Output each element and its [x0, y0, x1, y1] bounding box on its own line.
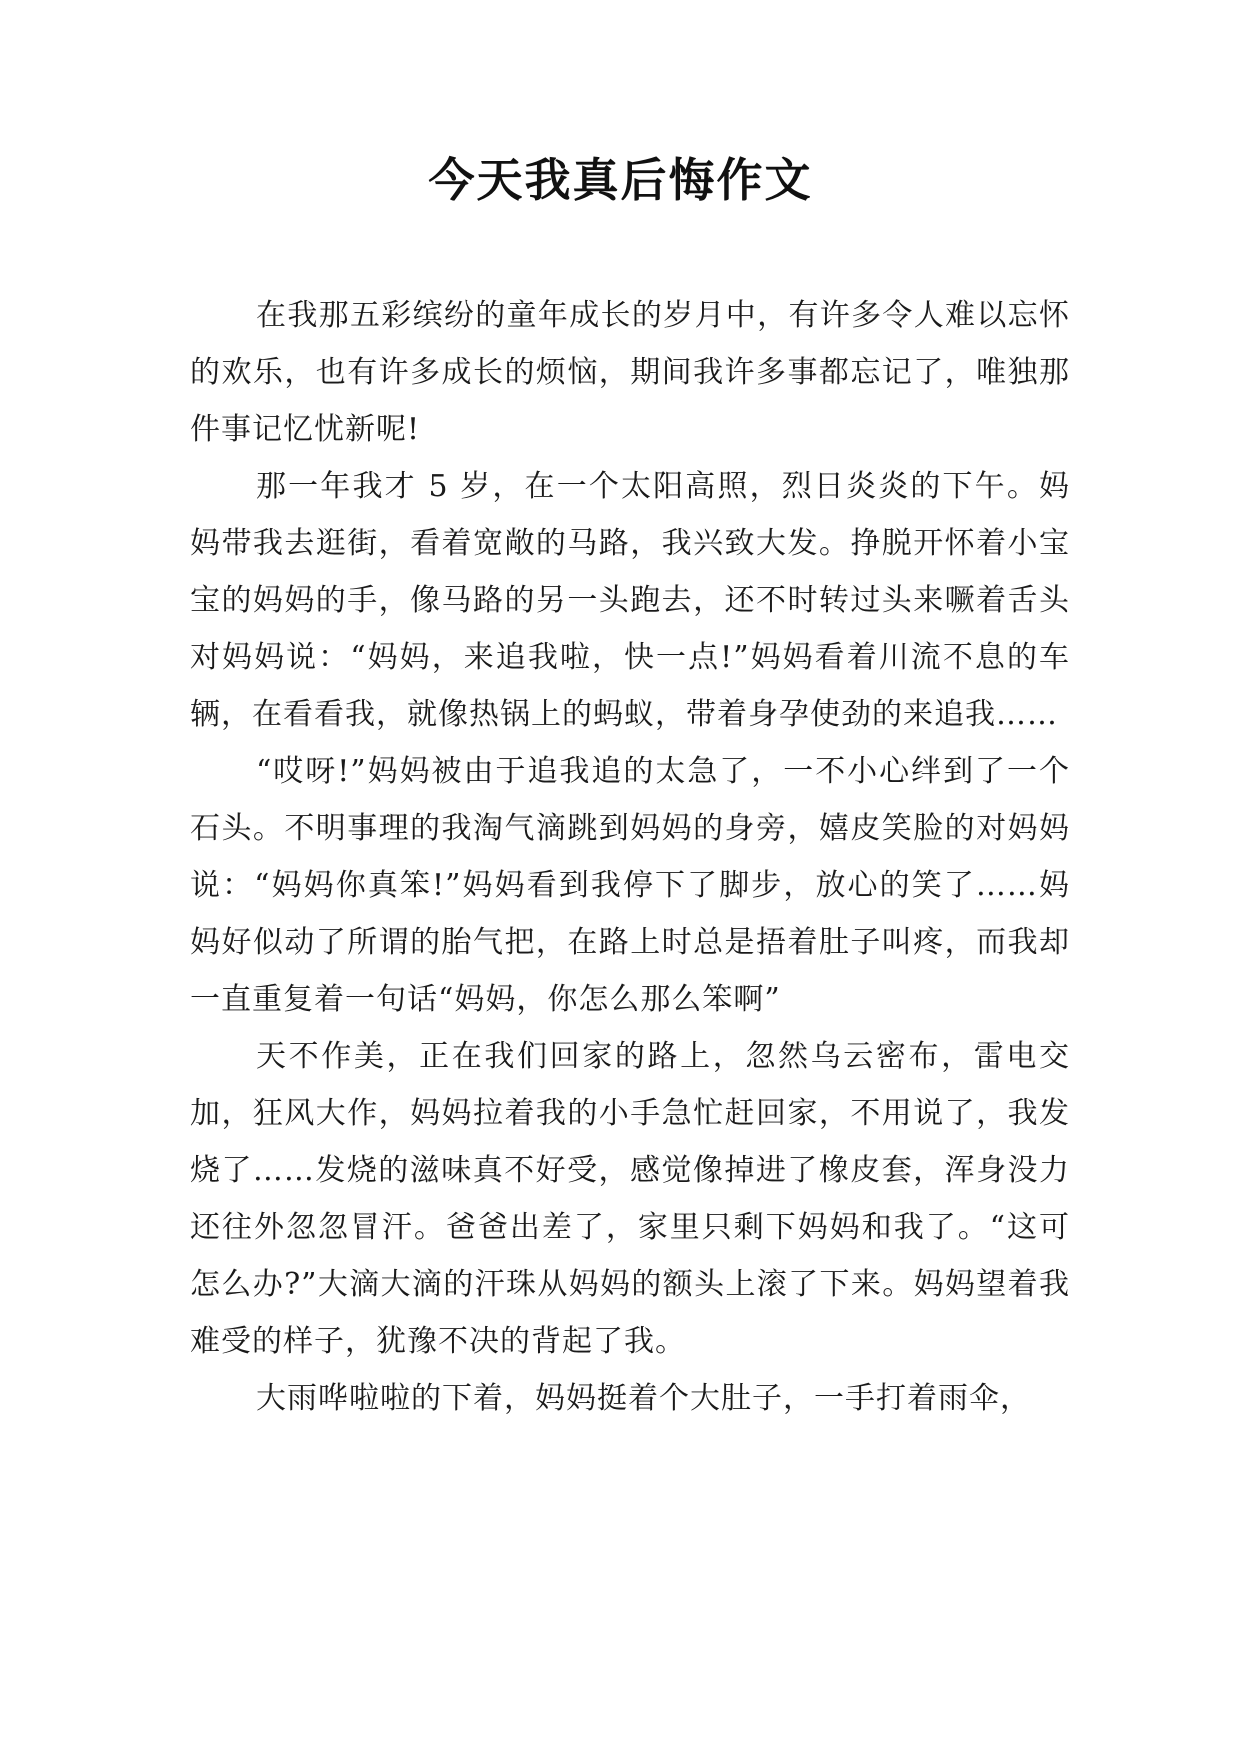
paragraph-5: 大雨哗啦啦的下着，妈妈挺着个大肚子，一手打着雨伞，: [256, 1381, 1031, 1416]
paragraph-3: “哎呀!”妈妈被由于追我追的太急了，一不小心绊到了一个石头。不明事理的我淘气滴跳到妈妈的身旁，嬉皮笑脸的对妈妈说：“妈妈你真笨!”妈妈看到我停下了脚步，放心的笑了……妈妈好似动了所谓的胎气把，在路上时总是捂着肚子叫疼，而我却一直重复着一句话“妈妈，你怎么那么笨啊”: [190, 754, 1070, 1017]
document-body: [190, 287, 1070, 1427]
paragraph-1: 在我那五彩缤纷的童年成长的岁月中，有许多令人难以忘怀的欢乐，也有许多成长的烦恼，期间我许多事都忘记了，唯独那件事记忆忧新呢!: [190, 298, 1070, 447]
document-title: 今天我真后悔作文: [428, 153, 813, 207]
paragraph-4: 天不作美，正在我们回家的路上，忽然乌云密布，雷电交加，狂风大作，妈妈拉着我的小手急忙赶回家，不用说了，我发烧了……发烧的滋味真不好受，感觉像掉进了橡皮套，浑身没力还往外忽忽冒汗。爸爸出差了，家里只剩下妈妈和我了。“这可怎么办?”大滴大滴的汗珠从妈妈的额头上滚了下来。妈妈望着我难受的样子，犹豫不决的背起了我。: [190, 1039, 1070, 1359]
paragraph-2: 那一年我才 5 岁，在一个太阳高照，烈日炎炎的下午。妈妈带我去逛街，看着宽敞的马路，我兴致大发。挣脱开怀着小宝宝的妈妈的手，像马路的另一头跑去，还不时转过头来噘着舌头对妈妈说：“妈妈，来追我啦，快一点!”妈妈看着川流不息的车辆，在看看我，就像热锅上的蚂蚁，带着身孕使劲的来追我……: [190, 469, 1070, 732]
